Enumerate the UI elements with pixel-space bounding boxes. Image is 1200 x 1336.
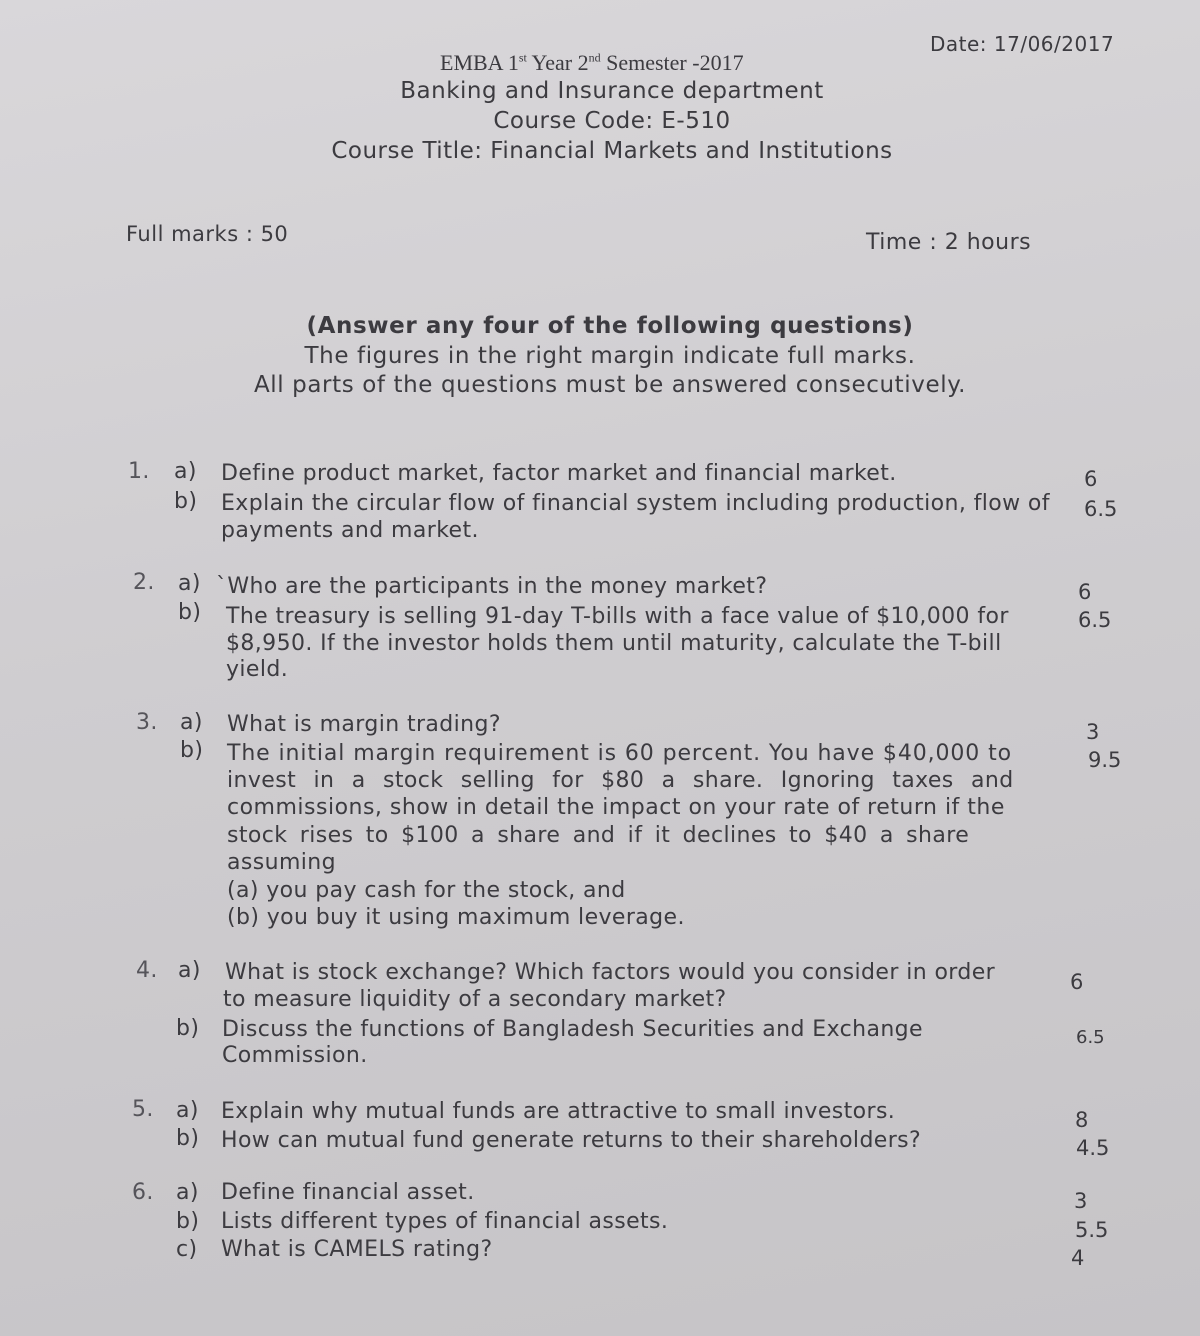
question-marks: 6 [1084,467,1098,491]
question-text-line: What is stock exchange? Which factors would you consider in order [225,960,996,985]
full-marks: Full marks : 50 [126,222,289,246]
question-marks: 8 [1075,1108,1089,1132]
program-line: EMBA 1st Year 2nd Semester -2017 [440,50,744,75]
question-text-line: Discuss the functions of Bangladesh Securities and Exchange [222,1017,923,1042]
part-label: a) [178,571,201,596]
question-text-line: (a) you pay cash for the stock, and [227,878,626,903]
exam-date: Date: 17/06/2017 [930,32,1115,56]
part-label: a) [180,710,203,735]
question-text-line: Explain why mutual funds are attractive to small investors. [221,1099,896,1124]
question-text-line: The treasury is selling 91-day T-bills with a face value of $10,000 for [226,604,1009,629]
instruction-answer-four: (Answer any four of the following questions) [306,313,914,339]
question-marks: 6 [1070,970,1084,994]
part-label: b) [180,738,204,763]
question-number: 3. [136,710,158,735]
question-text-line: assuming [227,850,336,875]
question-text-line: What is CAMELS rating? [221,1237,493,1262]
question-marks: 5.5 [1075,1218,1109,1242]
department-title: Banking and Insurance department [400,78,824,104]
question-marks: 6.5 [1076,1027,1105,1048]
course-code: Course Code: E-510 [493,108,731,134]
part-label: a) [176,1098,199,1123]
question-marks: 6.5 [1084,497,1118,521]
question-text-line: `Who are the participants in the money market? [216,574,768,599]
question-text-line: Define product market, factor market and financial market. [221,461,897,486]
question-text-line: Define financial asset. [221,1180,475,1205]
question-number: 6. [132,1180,154,1205]
question-text-line: payments and market. [221,518,479,543]
question-text-line: Lists different types of financial assets. [221,1209,669,1234]
question-marks: 9.5 [1088,748,1122,772]
question-number: 2. [133,570,155,595]
part-label: b) [176,1126,200,1151]
question-text-line: invest in a stock selling for $80 a share. Ignoring taxes and [227,768,1014,793]
part-label: a) [178,958,201,983]
instruction-consecutive: All parts of the questions must be answered consecutively. [253,372,967,398]
question-text-line: commissions, show in detail the impact on your rate of return if the [227,795,1005,820]
question-marks: 3 [1086,720,1100,744]
question-number: 5. [132,1097,154,1122]
part-label: a) [176,1180,199,1205]
part-label: a) [174,459,197,484]
question-number: 1. [128,459,150,484]
question-text-line: How can mutual fund generate returns to their shareholders? [221,1128,922,1153]
exam-time: Time : 2 hours [866,230,1032,255]
question-marks: 4 [1071,1246,1085,1270]
question-marks: 6.5 [1078,608,1112,632]
question-text-line: $8,950. If the investor holds them until maturity, calculate the T-bill [226,631,1002,656]
question-text-line: (b) you buy it using maximum leverage. [227,905,685,930]
instruction-marks-margin: The figures in the right margin indicate full marks. [304,343,916,369]
question-marks: 6 [1078,580,1092,604]
question-text-line: The initial margin requirement is 60 percent. You have $40,000 to [227,741,1012,766]
part-label: b) [174,489,198,514]
part-label: c) [176,1237,198,1262]
question-text-line: What is margin trading? [227,712,501,737]
question-marks: 3 [1074,1189,1088,1213]
question-text-line: to measure liquidity of a secondary market? [223,987,727,1012]
question-text-line: yield. [226,657,289,682]
question-text-line: stock rises to $100 a share and if it declines to $40 a share [227,823,970,848]
part-label: b) [176,1016,200,1041]
course-title: Course Title: Financial Markets and Institutions [331,138,893,164]
question-number: 4. [136,958,158,983]
part-label: b) [178,600,202,625]
question-text-line: Explain the circular flow of financial system including production, flow of [221,491,1050,516]
question-marks: 4.5 [1076,1136,1110,1160]
question-text-line: Commission. [222,1043,368,1068]
part-label: b) [176,1209,200,1234]
